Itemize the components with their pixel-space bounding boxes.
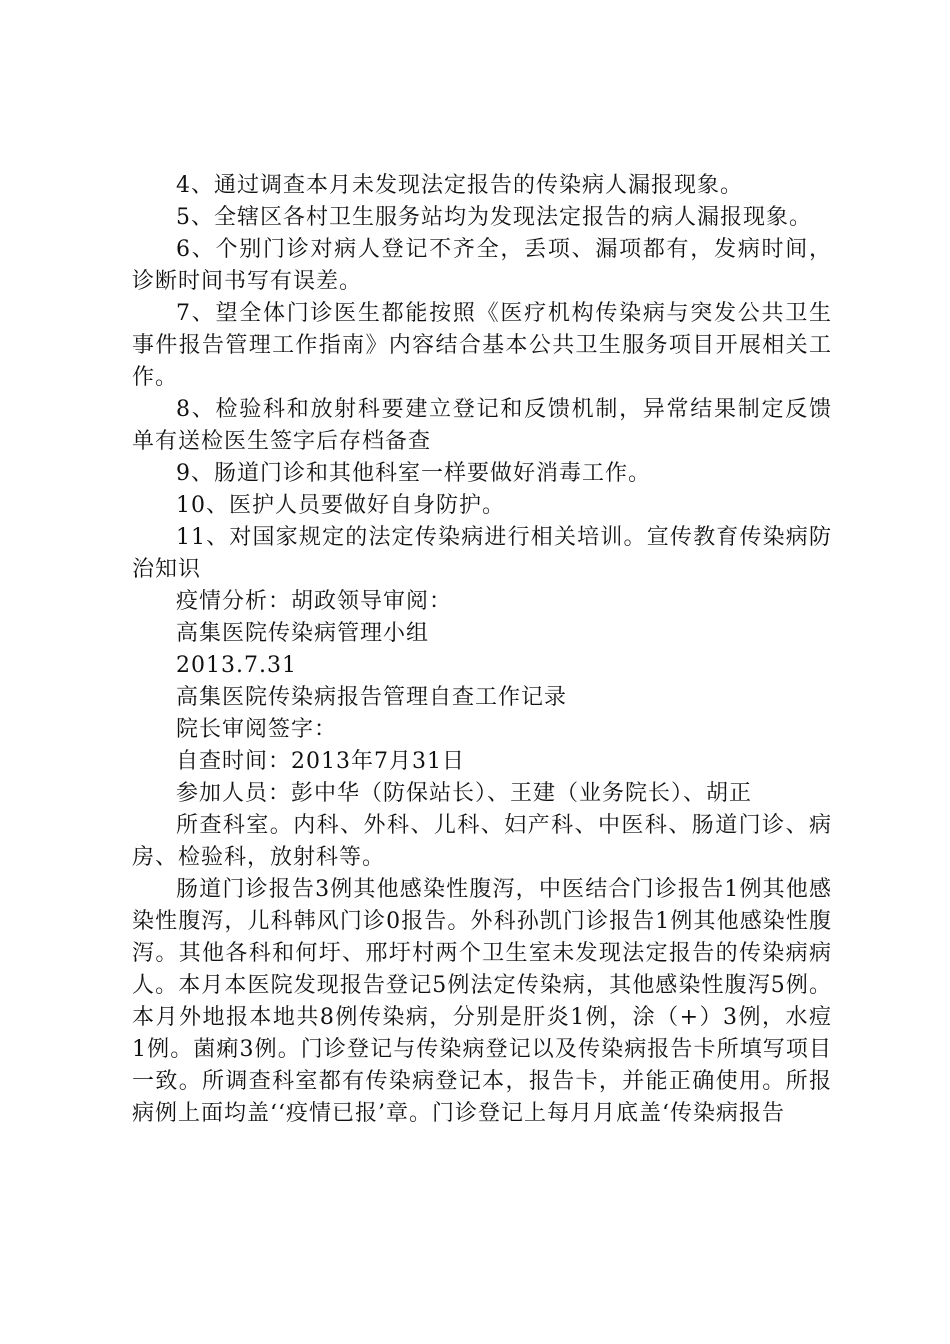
analysis-line: 疫情分析：胡政领导审阅： <box>176 589 453 614</box>
paragraph-item-5: 5、全辖区各村卫生服务站均为发现法定报告的病人漏报现象。 <box>176 205 812 230</box>
record-title: 高集医院传染病报告管理自查工作记录 <box>176 685 568 710</box>
paragraph-item-11: 11、对国家规定的法定传染病进行相关培训。宣传教育传染病防治知识 <box>132 525 832 582</box>
departments-checked: 所查科室。内科、外科、儿科、妇产科、中医科、肠道门诊、病房、检验科，放射科等。 <box>132 813 832 870</box>
director-signature: 院长审阅签字： <box>176 717 338 742</box>
participants: 参加人员：彭中华（防保站长）、王建（业务院长）、胡正 <box>176 781 753 806</box>
document-page <box>132 170 832 1130</box>
paragraph-item-10: 10、医护人员要做好自身防护。 <box>176 493 505 518</box>
findings-paragraph: 肠道门诊报告3例其他感染性腹泻，中医结合门诊报告1例其他感染性腹泻，儿科韩风门诊0报告。外科孙凯门诊报告1例其他感染性腹泻。其他各科和何圩、邢圩村两个卫生室未发现法定报告的传染病病人。本月本医院发现报告登记5例法定传染病，其他感染性腹泻5例。本月外地报本地共8例传染病，分别是肝炎1例，涂（+）3例，水痘1例。菌痢3例。门诊登记与传染病登记以及传染病报告卡所填写项目一致。所调查科室都有传染病登记本，报告卡，并能正确使用。所报病例上面均盖‘‘疫情已报’章。门诊登记上每月月底盖‘传染病报告 <box>132 877 832 1126</box>
paragraph-item-7: 7、望全体门诊医生都能按照《医疗机构传染病与突发公共卫生事件报告管理工作指南》内容结合基本公共卫生服务项目开展相关工作。 <box>132 301 832 390</box>
paragraph-item-9: 9、肠道门诊和其他科室一样要做好消毒工作。 <box>176 461 651 486</box>
paragraph-item-6: 6、个别门诊对病人登记不齐全，丢项、漏项都有，发病时间，诊断时间书写有误差。 <box>132 237 832 294</box>
paragraph-item-8: 8、检验科和放射科要建立登记和反馈机制，异常结果制定反馈单有送检医生签字后存档备查 <box>132 397 832 454</box>
report-date: 2013.7.31 <box>176 653 297 678</box>
group-name: 高集医院传染病管理小组 <box>176 621 430 646</box>
paragraph-item-4: 4、通过调查本月未发现法定报告的传染病人漏报现象。 <box>176 173 743 198</box>
check-time: 自查时间：2013年7月31日 <box>176 749 465 774</box>
